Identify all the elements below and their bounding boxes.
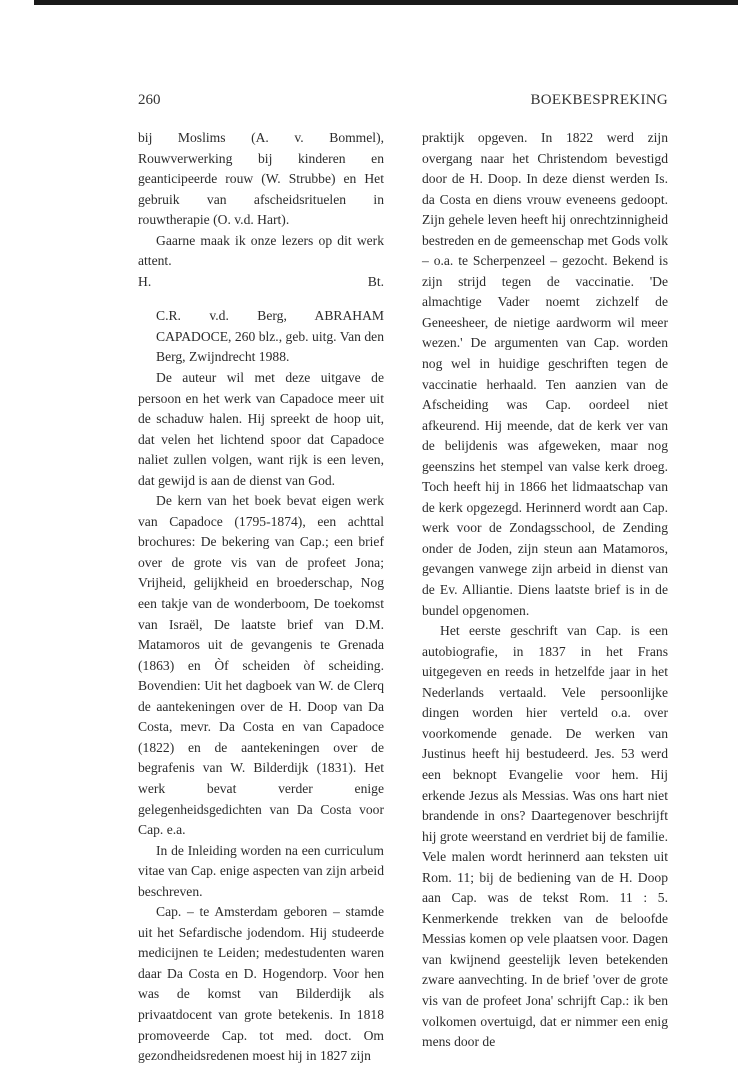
left-column [138, 128, 384, 1067]
book-page [138, 0, 668, 1068]
reviewer-signature [138, 272, 384, 293]
paragraph: De auteur wil met deze uitgave de persoon en het werk van Capadoce meer uit de schaduw halen. Hij spreekt de hoop uit, dat velen het lichtend spoor dat Capadoce naliet zullen volgen, want rijk is een leven, dat gewijd is aan de dienst van God. [138, 370, 384, 488]
paragraph: Het eerste geschrift van Cap. is een autobiografie, in 1837 in het Frans uitgegeven en reeds in hetzelfde jaar in het Nederlands vertaald. Vele persoonlijke dingen worden hier verteld o.a. over voorkomende genade. De werken van Justinus heeft hij bestudeerd. Jes. 53 werd een beknopt Evangelie voor hem. Hij erkende Jezus als Messias. Was ons hart niet brandende in ons? Daartegenover beschrijft hij grote weerstand en verdriet bij de familie. Vele malen wordt herinnerd aan teksten uit Rom. 11; bij de bediening van de H. Doop aan Cap. was de tekst Rom. 11 : 5. Kenmerkende trekken van de beloofde Messias komen op vele plaatsen voor. Dagen van kwijnend geestelijk leven betekenden zware aanvechting. In de brief 'over de grote vis van de profeet Jona' schrijft Cap.: ik ben volkomen overtuigd, dat er nimmer een enig mens door de [422, 623, 668, 1050]
paragraph: Cap. – te Amsterdam geboren – stamde uit het Sefardische jodendom. Hij studeerde medicijnen te Leiden; medestudenten waren daar Da Costa en D. Hogendorp. Voor hen was de komst van Bilderdijk als privaatdocent van grote betekenis. In 1818 promoveerde Cap. tot med. doct. Om gezondheidsredenen moest hij in 1827 zijn [138, 904, 384, 1064]
paragraph: praktijk opgeven. In 1822 werd zijn overgang naar het Christendom bevestigd door de H. Doop. In deze dienst werden Is. da Costa en diens vrouw eveneens gedoopt. Zijn gehele leven heeft hij onrechtzinnigheid bestreden en de gemeenschap met Gods volk – o.a. te Scherpenzeel – gezocht. Bekend is zijn strijd tegen de vaccinatie. 'De almachtige Vader noemt zichzelf de Geneesheer, de nietige aardworm wil meer wezen.' De argumenten van Cap. worden nog wel in huidige geschriften tegen de vaccinatie herhaald. Ten aanzien van de Afscheiding was Cap. oordeel niet afkeurend. Hij meende, dat de kerk ver van de belijdenis was afgeweken, maar nog geenszins het stempel van valse kerk droeg. Toch heeft hij in 1866 het lidmaatschap van de kerk opgezegd. Herinnerd wordt aan Cap. werk voor de Zondagsschool, de Zending onder de Joden, zijn steun aan Matamoros, gevangen vanwege zijn arbeid in dienst van de Ev. Alliantie. Diens laatste brief is in de bundel opgenomen. [422, 130, 668, 618]
paragraph: In de Inleiding worden na een curriculum vitae van Cap. enige aspecten van zijn arbeid beschreven. [138, 842, 384, 899]
signature-initial-left: H. [138, 273, 152, 289]
spacer [138, 292, 384, 306]
page-header [138, 92, 668, 112]
paragraph: De kern van het boek bevat eigen werk van Capadoce (1795-1874), een achttal brochures: De bekering van Cap.; een brief over de grote vis van de profeet Jona; Vrijheid, gelijkheid en broederschap, Nog een takje van de wonderboom, De toekomst van Israël, De laatste brief van D.M. Matamoros uit de gevangenis te Grenada (1863) en Òf scheiden òf scheiding. Bovendien: Uit het dagboek van W. de Clerq de aantekeningen over de H. Doop van Da Costa, mevr. Da Costa en van Capadoce (1822) en de aantekeningen over de begrafenis van W. Bilderdijk (1831). Het werk bevat verder enige gelegenheidsgedichten van Da Costa voor Cap. e.a. [138, 493, 384, 838]
running-title: BOEKBESPREKING [530, 92, 668, 108]
review-intro-text: bij Moslims (A. v. Bommel), Rouwverwerking bij kinderen en geanticipeerde rouw (W. Strubbe) en Het gebruik van afscheidsrituelen in rouwtherapie (O. v.d. Hart). [138, 130, 384, 228]
book-reference: C.R. v.d. Berg, ABRAHAM CAPADOCE, 260 blz., geb. uitg. Van den Berg, Zwijndrecht 1988. [156, 308, 384, 365]
page-number: 260 [138, 92, 161, 108]
recommendation-text: Gaarne maak ik onze lezers op dit werk attent. [138, 232, 384, 269]
right-column [422, 128, 668, 1053]
signature-initial-right: Bt. [367, 273, 384, 289]
